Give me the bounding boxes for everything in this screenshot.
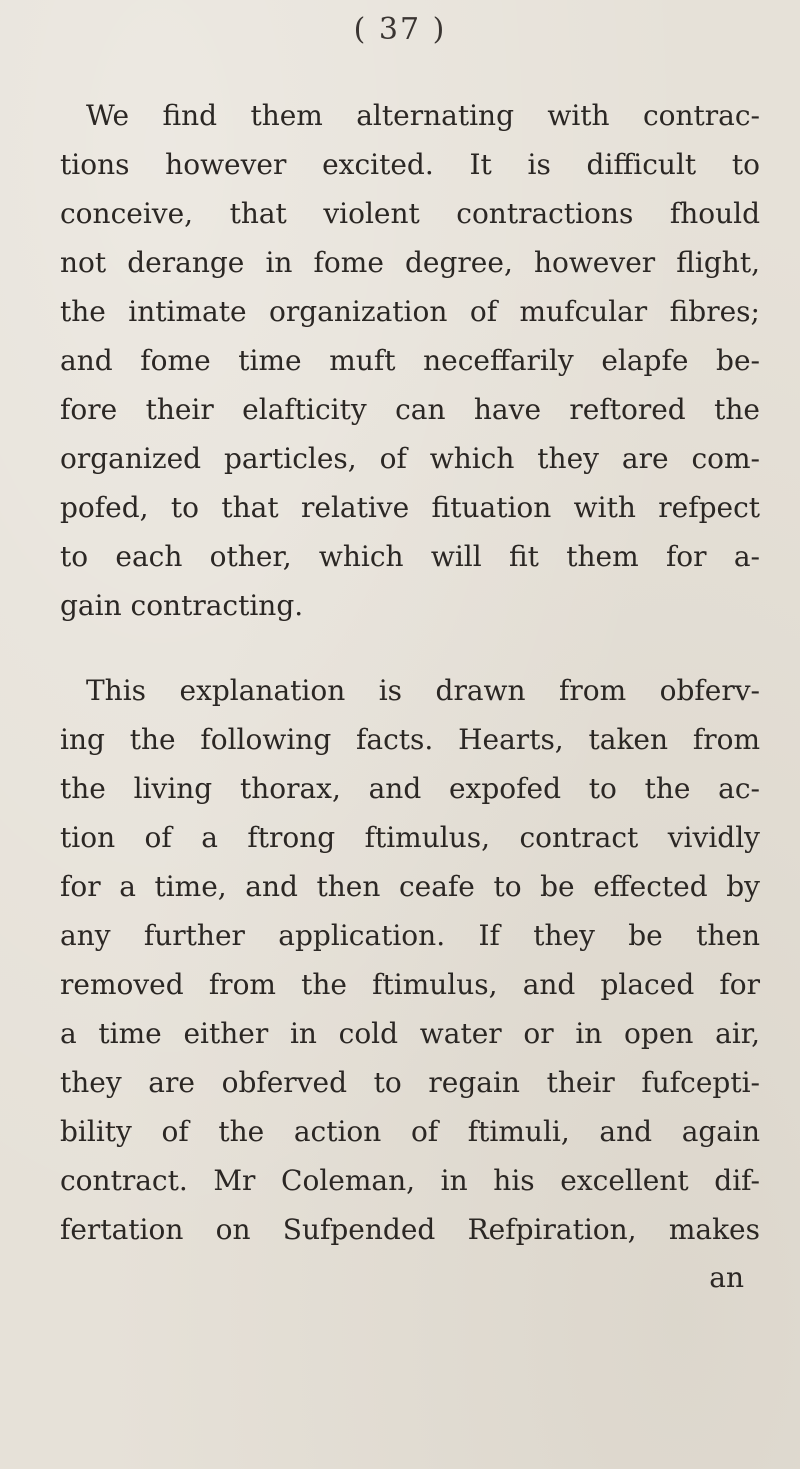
text-line: the living thorax, and expofed to the ac- [60,772,760,805]
text-line: they are obferved to regain their fufcepti- [60,1066,760,1099]
text-line: conceive, that violent contractions fhould [60,197,760,230]
paragraph-2 [60,666,760,1254]
text-line: fore their elafticity can have reftored the [60,393,760,426]
text-line: a time either in cold water or in open air, [60,1017,760,1050]
paragraph-1 [60,91,760,630]
catchword: an [709,1261,744,1294]
page-number-header: ( 37 ) [353,12,447,47]
text-line: for a time, and then ceafe to be effected by [60,870,760,903]
text-line: tions however excited. It is difficult to [60,148,760,181]
text-line: removed from the ftimulus, and placed for [60,968,760,1001]
text-line: fertation on Sufpended Refpiration, makes [60,1213,760,1246]
text-line: organized particles, of which they are com- [60,442,760,475]
text-line: the intimate organization of mufcular fibres; [60,295,760,328]
text-line: not derange in fome degree, however flight, [60,246,760,279]
text-line: contract. Mr Coleman, in his excellent dif- [60,1164,760,1197]
text-line: any further application. If they be then [60,919,760,952]
text-line: and fome time muft neceffarily elapfe be- [60,344,760,377]
text-line: bility of the action of ftimuli, and again [60,1115,760,1148]
text-line: ing the following facts. Hearts, taken from [60,723,760,756]
text-line: tion of a ftrong ftimulus, contract vividly [60,821,760,854]
text-line: gain contracting. [60,589,304,622]
text-line: We find them alternating with contrac- [86,99,760,132]
text-line: This explanation is drawn from obferv- [86,674,760,707]
text-line: to each other, which will fit them for a- [60,540,760,573]
text-line: pofed, to that relative fituation with refpect [60,491,760,524]
